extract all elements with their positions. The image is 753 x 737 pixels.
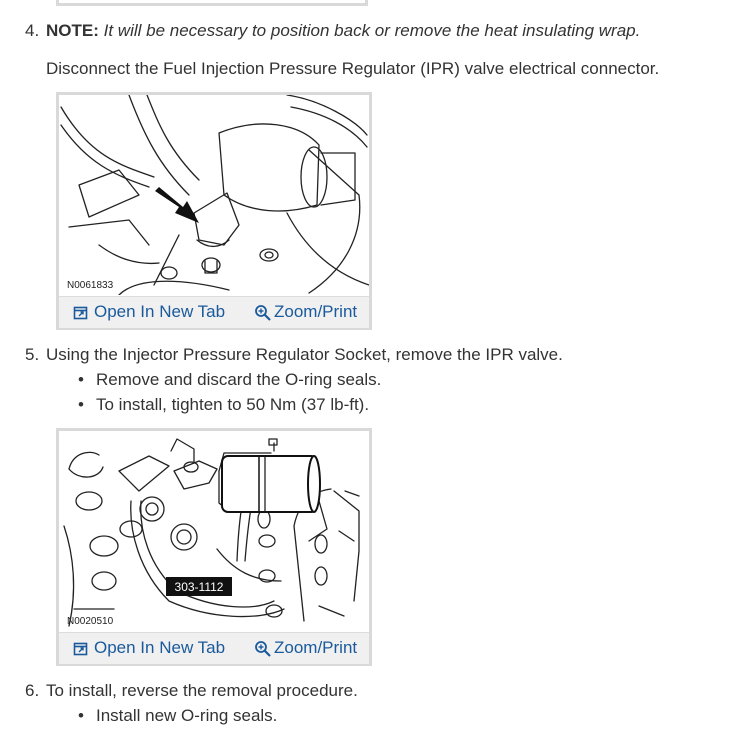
step-text: To install, reverse the removal procedure. xyxy=(46,681,358,700)
figure-action-bar xyxy=(59,296,369,328)
previous-figure-frame xyxy=(56,0,368,6)
note-label: NOTE: xyxy=(46,21,99,40)
bullet-marker: • xyxy=(78,706,84,725)
step-text: Disconnect the Fuel Injection Pressure Regulator (IPR) valve electrical connector. xyxy=(46,59,660,78)
zoom-print-link[interactable] xyxy=(254,302,357,322)
figure-action-bar xyxy=(59,632,369,664)
zoom-icon xyxy=(254,640,272,658)
open-in-new-tab-label: Open In New Tab xyxy=(94,638,226,657)
zoom-print-label: Zoom/Print xyxy=(274,638,358,657)
bullet-marker: • xyxy=(78,370,84,389)
open-new-tab-icon xyxy=(73,305,89,321)
step-number: 6. xyxy=(25,681,40,700)
bullet-text: Remove and discard the O-ring seals. xyxy=(96,370,382,389)
step-number: 4. xyxy=(25,21,40,40)
figure-illustration[interactable] xyxy=(59,95,369,295)
bullet-text: To install, tighten to 50 Nm (37 lb-ft). xyxy=(96,395,370,414)
step-note xyxy=(46,21,640,41)
figure-panel xyxy=(56,92,372,330)
open-in-new-tab-label: Open In New Tab xyxy=(94,302,226,321)
note-text: It will be necessary to position back or remove the heat insulating wrap. xyxy=(103,21,641,40)
step-text: Using the Injector Pressure Regulator Socket, remove the IPR valve. xyxy=(46,345,563,364)
figure-code: N0061833 xyxy=(67,280,114,291)
figure-illustration[interactable] xyxy=(59,431,369,631)
bullet-text: Install new O-ring seals. xyxy=(96,706,278,725)
bullet-marker: • xyxy=(78,395,84,414)
open-in-new-tab-link[interactable] xyxy=(73,638,225,658)
open-in-new-tab-link[interactable] xyxy=(73,302,225,322)
figure-panel xyxy=(56,428,372,666)
zoom-print-link[interactable] xyxy=(254,638,357,658)
figure-code: N0020510 xyxy=(67,616,114,627)
zoom-icon xyxy=(254,304,272,322)
figure-callout: 303-1112 xyxy=(174,580,224,594)
step-number: 5. xyxy=(25,345,40,364)
open-new-tab-icon xyxy=(73,641,89,657)
zoom-print-label: Zoom/Print xyxy=(274,302,358,321)
